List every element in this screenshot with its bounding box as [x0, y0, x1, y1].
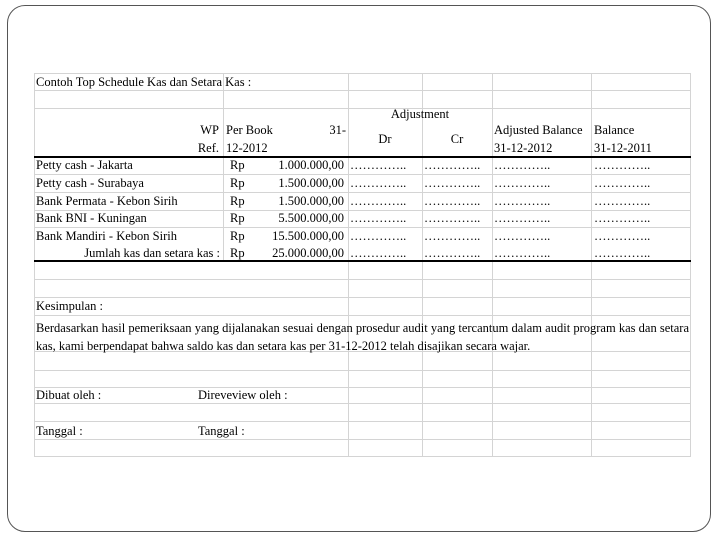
row-cr: …………..	[424, 176, 481, 190]
total-label: Jumlah kas dan setara kas :	[84, 246, 220, 260]
kesimpulan-label: Kesimpulan :	[36, 299, 104, 313]
wp-ref-header: WP	[200, 123, 219, 137]
row-dr: …………..	[350, 211, 407, 225]
row-balance: …………..	[594, 211, 651, 225]
row-adjusted: …………..	[494, 229, 551, 243]
row-adjusted: …………..	[494, 194, 551, 208]
direview-oleh-label: Direveview oleh :	[198, 388, 288, 402]
tanggal-label: Tanggal :	[36, 424, 83, 438]
grid-line	[34, 279, 691, 280]
row-amount: 1.000.000,00	[278, 158, 344, 172]
total-amount: 25.000.000,00	[272, 246, 344, 260]
per-book-header-31: 31-	[329, 123, 346, 137]
row-dr: …………..	[350, 176, 407, 190]
row-adjusted: …………..	[494, 176, 551, 190]
row-currency: Rp	[230, 158, 245, 172]
total-adjusted: …………..	[494, 246, 551, 260]
grid-line	[690, 73, 691, 457]
row-account: Bank Mandiri - Kebon Sirih	[36, 229, 177, 243]
grid-line	[34, 403, 691, 404]
total-dr: …………..	[350, 246, 407, 260]
total-rule	[34, 260, 691, 262]
grid-line	[34, 192, 691, 193]
row-account: Bank Permata - Kebon Sirih	[36, 194, 178, 208]
grid-line	[34, 387, 691, 388]
grid-line	[34, 174, 691, 175]
tanggal-label-2: Tanggal :	[198, 424, 245, 438]
row-cr: …………..	[424, 158, 481, 172]
grid-line	[34, 73, 35, 457]
row-balance: …………..	[594, 229, 651, 243]
row-dr: …………..	[350, 158, 407, 172]
grid-line	[34, 73, 691, 74]
row-account: Petty cash - Surabaya	[36, 176, 144, 190]
balance-header-date: 31-12-2011	[594, 141, 652, 155]
grid-line	[34, 315, 691, 316]
cr-header: Cr	[450, 132, 464, 146]
grid-line	[34, 370, 691, 371]
grid-line	[422, 73, 423, 457]
per-book-header-date: 12-2012	[226, 141, 268, 155]
row-cr: …………..	[424, 229, 481, 243]
row-balance: …………..	[594, 158, 651, 172]
wp-ref-header-2: Ref.	[197, 141, 219, 155]
row-adjusted: …………..	[494, 158, 551, 172]
row-currency: Rp	[230, 176, 245, 190]
row-amount: 1.500.000,00	[278, 176, 344, 190]
row-cr: …………..	[424, 194, 481, 208]
row-currency: Rp	[230, 211, 245, 225]
row-balance: …………..	[594, 176, 651, 190]
spreadsheet	[34, 73, 691, 457]
row-account: Petty cash - Jakarta	[36, 158, 133, 172]
adjusted-balance-header: Adjusted Balance	[494, 123, 583, 137]
row-dr: …………..	[350, 194, 407, 208]
document-title: Contoh Top Schedule Kas dan Setara Kas :	[36, 75, 252, 89]
row-adjusted: …………..	[494, 211, 551, 225]
row-amount: 1.500.000,00	[278, 194, 344, 208]
adjustment-header: Adjustment	[390, 107, 450, 121]
grid-line	[34, 227, 691, 228]
kesimpulan-text: Berdasarkan hasil pemeriksaan yang dijalanakan sesuai dengan prosedur audit yang tercantum dalam audit program kas dan setara kas, kami berpendapat bahwa saldo kas dan setara kas per 31-12-2012 telah disajikan secara wajar.	[36, 321, 689, 353]
total-balance: …………..	[594, 246, 651, 260]
row-balance: …………..	[594, 194, 651, 208]
total-cr: …………..	[424, 246, 481, 260]
row-amount: 15.500.000,00	[272, 229, 344, 243]
dibuat-oleh-label: Dibuat oleh :	[36, 388, 102, 402]
row-amount: 5.500.000,00	[278, 211, 344, 225]
grid-line	[348, 73, 349, 457]
adjusted-balance-date: 31-12-2012	[494, 141, 553, 155]
grid-line	[34, 421, 691, 422]
grid-line	[34, 297, 691, 298]
grid-line	[34, 90, 691, 91]
grid-line	[223, 73, 224, 262]
row-currency: Rp	[230, 194, 245, 208]
grid-line	[34, 439, 691, 440]
dr-header: Dr	[378, 132, 392, 146]
row-account: Bank BNI - Kuningan	[36, 211, 147, 225]
row-dr: …………..	[350, 229, 407, 243]
balance-header: Balance	[594, 123, 635, 137]
row-currency: Rp	[230, 229, 245, 243]
total-currency: Rp	[230, 246, 245, 260]
grid-line	[34, 456, 691, 457]
grid-line	[492, 73, 493, 457]
row-cr: …………..	[424, 211, 481, 225]
per-book-header: Per Book	[226, 123, 273, 137]
grid-line	[591, 73, 592, 457]
